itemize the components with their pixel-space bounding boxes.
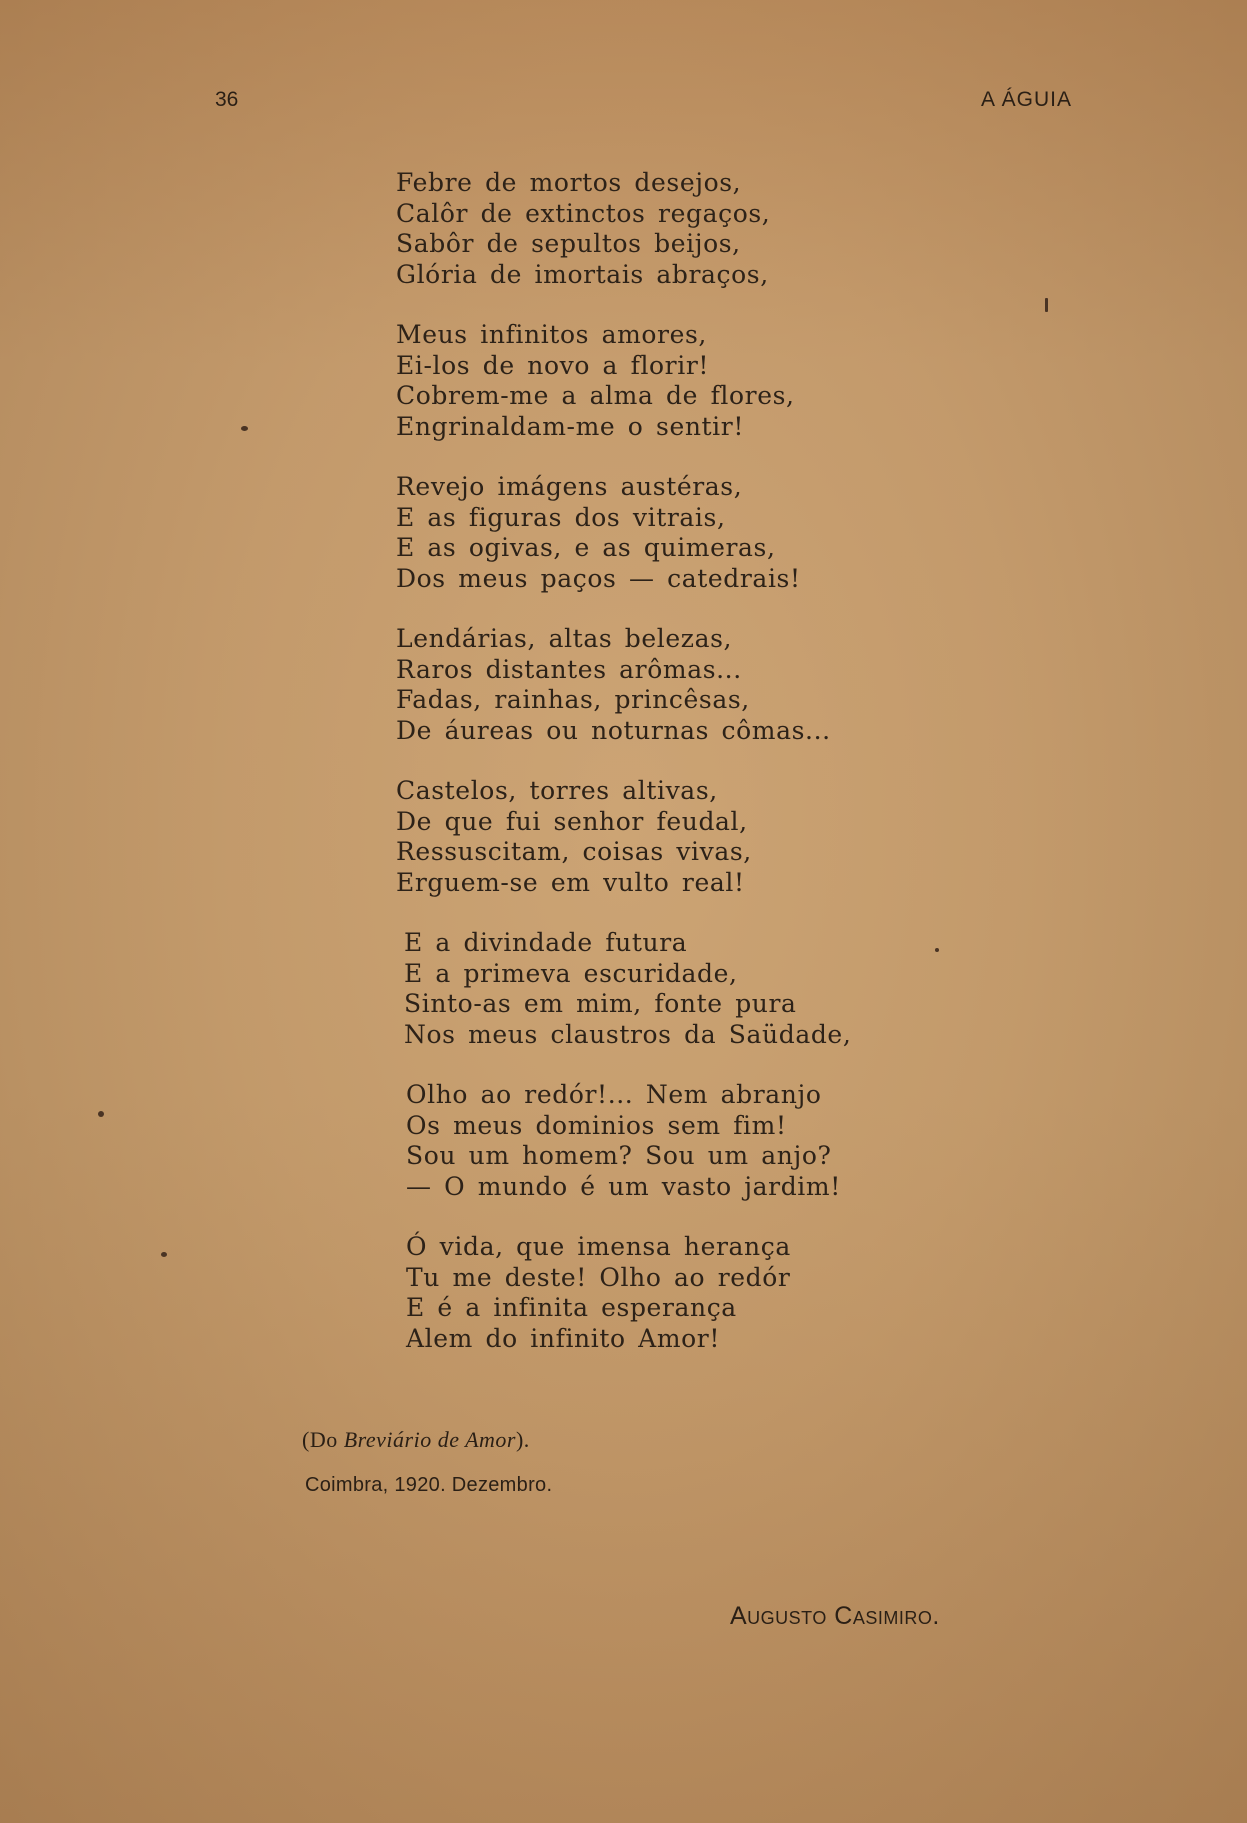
verse: Revejo imágens austéras, <box>396 472 743 501</box>
stanza-1 <box>396 168 916 290</box>
page-number: 36 <box>215 88 239 111</box>
stanza-3 <box>396 472 916 594</box>
verse: Alem do infinito Amor! <box>406 1323 720 1353</box>
running-title: A ÁGUIA <box>980 88 1072 111</box>
verse: Ressuscitam, coisas vivas, <box>396 837 752 866</box>
verse: Tu me deste! Olho ao redór <box>406 1262 791 1292</box>
verse: Nos meus claustros da Saüdade, <box>404 1019 852 1049</box>
stanza-8 <box>406 1232 916 1354</box>
verse: Ei-los de novo a florir! <box>396 350 710 380</box>
verse: E a primeva escuridade, <box>404 958 738 988</box>
verse: Febre de mortos desejos, <box>396 168 742 197</box>
paper-speck <box>241 426 248 431</box>
verse: Calôr de extinctos regaços, <box>396 198 771 228</box>
source-prefix: (Do <box>302 1427 344 1452</box>
verse: Fadas, rainhas, princêsas, <box>396 685 750 714</box>
paper-speck <box>935 948 939 952</box>
page-header <box>0 88 1247 118</box>
verse: Castelos, torres altivas, <box>396 776 718 805</box>
verse: Cobrem-me a alma de flores, <box>396 381 795 410</box>
verse: Raros distantes arômas... <box>396 654 742 684</box>
verse: — O mundo é um vasto jardim! <box>406 1171 841 1201</box>
paper-speck <box>1045 298 1048 312</box>
verse: De que fui senhor feudal, <box>396 806 748 836</box>
verse: E a divindade futura <box>404 928 688 957</box>
poem <box>396 168 916 1384</box>
verse: Ó vida, que imensa herança <box>406 1232 791 1261</box>
source-note <box>302 1427 530 1453</box>
place-date: Coimbra, 1920. Dezembro. <box>305 1474 553 1496</box>
verse: Erguem-se em vulto real! <box>396 867 745 897</box>
stanza-7 <box>406 1080 916 1202</box>
source-suffix: ). <box>515 1427 530 1452</box>
stanza-6 <box>404 928 916 1050</box>
verse: Sinto-as em mim, fonte pura <box>404 989 797 1018</box>
verse: De áureas ou noturnas cômas... <box>396 715 831 745</box>
paper-speck <box>98 1111 104 1117</box>
stanza-4 <box>396 624 916 746</box>
verse: Lendárias, altas belezas, <box>396 624 733 653</box>
author-signature: Augusto Casimiro. <box>730 1602 940 1630</box>
verse: Olho ao redór!... Nem abranjo <box>406 1080 822 1109</box>
verse: Sabôr de sepultos beijos, <box>396 229 741 258</box>
verse: E as figuras dos vitrais, <box>396 502 726 532</box>
verse: Meus infinitos amores, <box>396 320 707 349</box>
paper-speck <box>161 1252 167 1257</box>
stanza-5 <box>396 776 916 898</box>
verse: E as ogivas, e as quimeras, <box>396 533 776 562</box>
verse: Os meus dominios sem fim! <box>406 1110 787 1140</box>
verse: Sou um homem? Sou um anjo? <box>406 1141 832 1170</box>
verse: Dos meus paços — catedrais! <box>396 563 801 593</box>
source-title: Breviário de Amor <box>343 1427 516 1452</box>
verse: Glória de imortais abraços, <box>396 259 769 289</box>
stanza-2 <box>396 320 916 442</box>
verse: Engrinaldam-me o sentir! <box>396 411 744 441</box>
verse: E é a infinita esperança <box>406 1293 737 1322</box>
